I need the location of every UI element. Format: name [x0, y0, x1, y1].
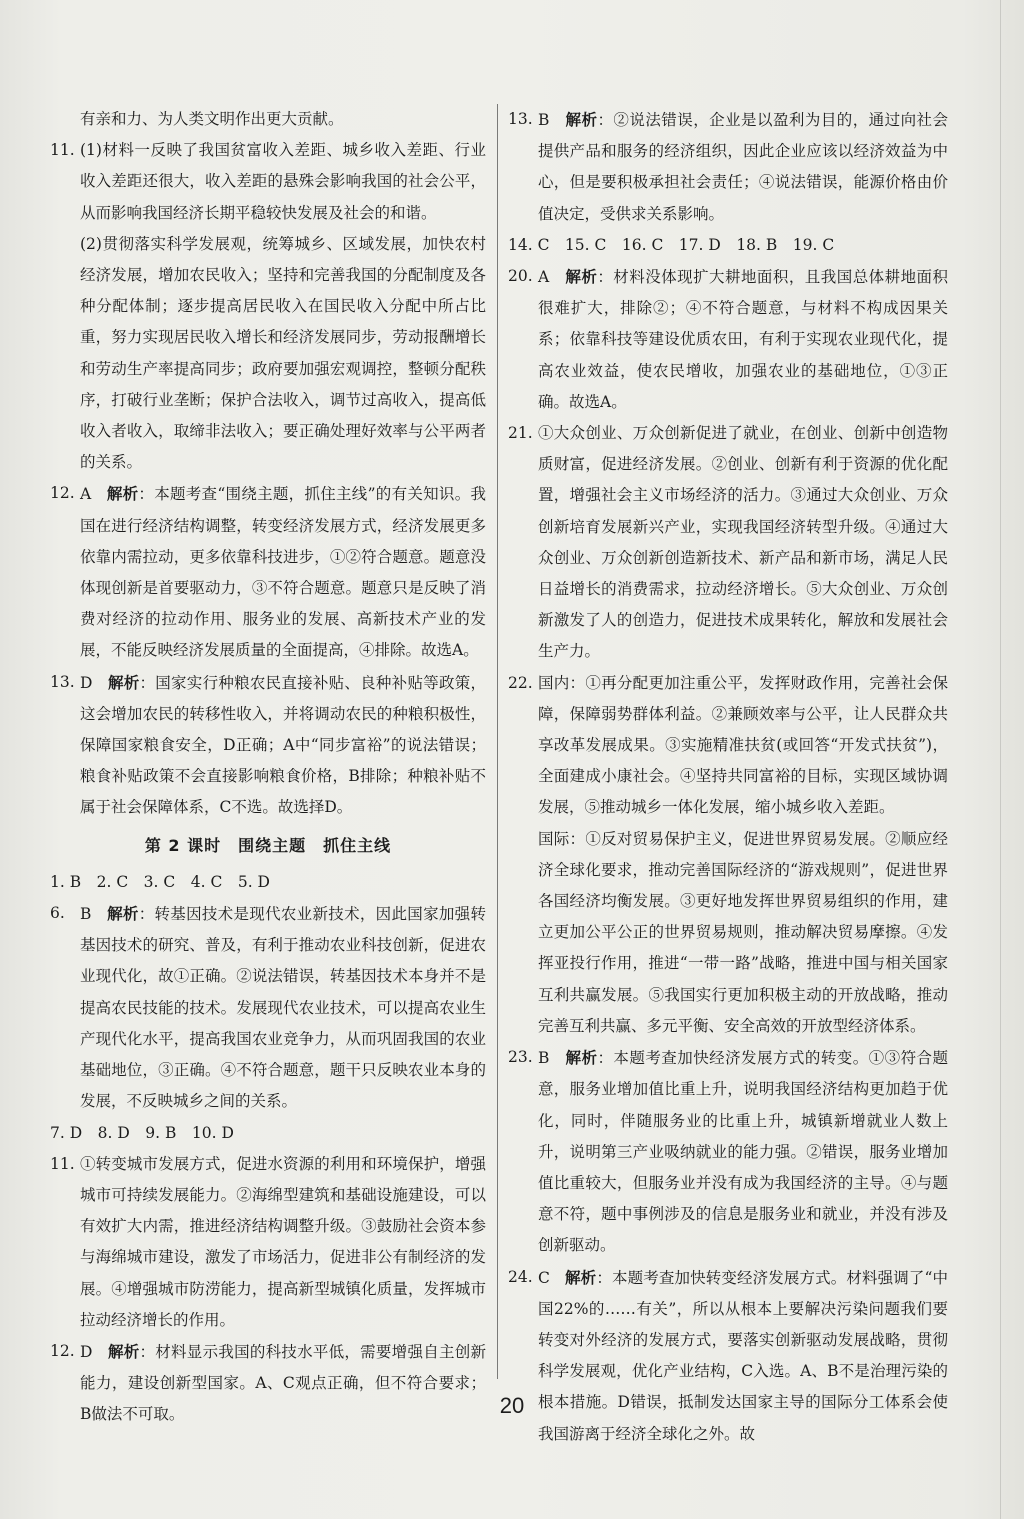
analysis-text: ：本题考查加快经济发展方式的转变。①③符合题意，服务业增加值比重上升，说明我国经济结构更加趋于优化，同时，伴随服务业的比重上升，城镇新增就业人数上升，说明第三产业吸纳就业的能力强。②错误，服务业增加值比重较大，但服务业并没有成为我国经济的主导。④与题意不符，题中事例涉及的信息是服务业和就业，并没有涉及创新驱动。 — [538, 1049, 948, 1255]
answer-20 — [508, 261, 948, 418]
answer-23 — [508, 1042, 948, 1261]
question-number: 11. — [50, 1154, 75, 1173]
answer-11-part1: (1)材料一反映了我国贫富收入差距、城乡收入差距、行业收入差距还很大，收入差距的悬殊会影响我国的社会公平，从而影响我国经济长期平稳较快发展及社会的和谐。 — [80, 141, 486, 222]
analysis-label: 解析 — [108, 1341, 140, 1361]
analysis-label: 解析 — [565, 267, 598, 287]
answer-choice: A — [80, 485, 92, 504]
analysis-text: ：②说法错误，企业是以盈利为目的，通过向社会提供产品和服务的经济组织，因此企业应该以经济效益为中心，但是要积极承担社会责任；④说法错误，能源价格由价值决定，受供求关系影响。 — [538, 111, 948, 223]
question-number: 6. — [50, 904, 65, 923]
answer-choice: B — [538, 111, 550, 129]
question-number: 21. — [508, 424, 533, 443]
analysis-label: 解析 — [107, 904, 139, 924]
answer-6 — [50, 898, 486, 1117]
question-number: 24. — [508, 1267, 533, 1286]
answer-21 — [508, 418, 948, 668]
answer-choice: C — [538, 1268, 550, 1287]
page-edge — [1000, 0, 1001, 1519]
analysis-text: ：本题考查加快转变经济发展方式。材料强调了“中国22%的……有关”，所以从根本上要解决污染问题我们要转变对外经济的发展方式，要落实创新驱动发展战略，贯彻科学发展观，优化产业结构，C入选。A、B不是治理污染的根本措施。D错误，抵制发达国家主导的国际分工体系会使我国游离于经济全球化之外。故 — [538, 1268, 949, 1443]
analysis-label: 解析 — [565, 110, 598, 129]
page-number: 20 — [499, 1393, 525, 1418]
answer-24 — [508, 1262, 948, 1450]
analysis-label: 解析 — [565, 1267, 597, 1287]
question-number: 23. — [508, 1048, 533, 1067]
question-number: 12. — [50, 1341, 75, 1360]
answer-choice: B — [538, 1049, 550, 1068]
answer-22 — [508, 668, 948, 1042]
answer-11b — [50, 1149, 486, 1336]
answer-11 — [50, 135, 486, 478]
answer-text: ①转变城市发展方式，促进水资源的利用和环境保护，增强城市可持续发展能力。②海绵型建筑和基础设施建设，可以有效扩大内需，推进经济结构调整升级。③鼓励社会资本参与海绵城市建设，激发了市场活力，促进非公有制经济的发展。④增强城市防涝能力，提高新型城镇化质量，发挥城市拉动经济增长的作用。 — [80, 1154, 486, 1329]
answer-22-international: 国际：①反对贸易保护主义，促进世界贸易发展。②顺应经济全球化要求，推动完善国际经济的“游戏规则”，促进世界各国经济均衡发展。③更好地发挥世界贸易组织的作用，建立更加公平公正的世界贸易规则，推动解决贸易摩擦。④发挥亚投行作用，推进“一带一路”战略，推进中国与相关国家互利共赢发展。⑤我国实行更加积极主动的开放战略，推动完善互利共赢、多元平衡、安全高效的开放型经济体系。 — [538, 829, 948, 1035]
analysis-text: ：本题考查“围绕主题，抓住主线”的有关知识。我国在进行经济结构调整，转变经济发展方式，经济发展更多依靠内需拉动，更多依靠科技进步，①②符合题意。题意没体现创新是首要驱动力，③不符合题意。题意只是反映了消费对经济的拉动作用、服务业的发展、高新技术产业的发展，不能反映经济发展质量的全面提高，④排除。故选A。 — [80, 485, 486, 660]
answer-13 — [50, 667, 486, 824]
analysis-label: 解析 — [106, 484, 139, 504]
answer-text: ①大众创业、万众创新促进了就业，在创业、创新中创造物质财富，促进经济发展。②创业、创新有利于资源的优化配置，增强社会主义市场经济的活力。③通过大众创业、万众创新培育发展新兴产业，实现我国经济转型升级。④通过大众创业、万众创新创造新技术、新产品和新市场，满足人民日益增长的消费需求，拉动经济增长。⑤大众创业、万众创新激发了人的创造力，促进技术成果转化，解放和发展社会生产力。 — [538, 424, 948, 661]
analysis-text: ：转基因技术是现代农业新技术，因此国家加强转基因技术的研究、普及，有利于推动农业科技创新，促进农业现代化，故①正确。②说法错误，转基因技术本身并不是提高农民技能的技术。发展现代农业技术，可以提高农业生产现代化水平，提高我国农业竞争力，从而巩固我国的农业基础地位，③正确。④不符合题意，题干只反映农业本身的发展，不反映城乡之间的关系。 — [80, 905, 486, 1111]
analysis-text: ：材料没体现扩大耕地面积，且我国总体耕地面积很难扩大，排除②；④不符合题意，与材料不构成因果关系；依靠科技等建设优质农田，有利于实现农业现代化，提高农业效益，使农民增收，加强农业的基础地位，①③正确。故选A。 — [538, 268, 948, 411]
analysis-text: ：材料显示我国的科技水平低，需要增强自主创新能力，建设创新型国家。A、C观点正确，但不符合要求；B做法不可取。 — [80, 1342, 486, 1424]
answer-11-part2: (2)贯彻落实科学发展观，统筹城乡、区域发展，加快农村经济发展，增加农民收入；坚持和完善我国的分配制度及各种分配体制；逐步提高居民收入在国民收入分配中所占比重，努力实现居民收入增长和经济发展同步，劳动报酬增长和劳动生产率提高同步；政府要加强宏观调控，整顿分配秩序，打破行业垄断；保护合法收入，调节过高收入，提高低收入者收入，取缔非法收入；要正确处理好效率与公平两者的关系。 — [80, 234, 486, 472]
answers-7-10: 7. D 8. D 9. B 10. D — [50, 1123, 234, 1142]
question-number: 22. — [508, 673, 533, 692]
answers-1-5: 1. B 2. C 3. C 4. C 5. D — [50, 872, 270, 891]
answer-12 — [50, 478, 486, 666]
question-number: 13. — [508, 110, 533, 128]
answer-choice: A — [538, 268, 550, 287]
analysis-label: 解析 — [565, 1048, 598, 1068]
answer-choice: D — [80, 1342, 93, 1361]
answer-choice: B — [80, 905, 92, 924]
left-column — [50, 104, 486, 1431]
right-column — [508, 104, 948, 1450]
answer-22-domestic: 国内：①再分配更加注重公平，发挥财政作用，完善社会保障，保障弱势群体利益。②兼顾效率与公平，让人民群众共享改革发展成果。③实施精准扶贫(或回答“开发式扶贫”)，全面建成小康社会。④坚持共同富裕的目标，实现区域协调发展，⑤推动城乡一体化发展，缩小城乡收入差距。 — [538, 673, 948, 817]
answers-14-19: 14. C 15. C 16. C 17. D 18. B 19. C — [508, 235, 835, 254]
analysis-text: ：国家实行种粮农民直接补贴、良种补贴等政策，这会增加农民的转移性收入，并将调动农民的种粮积极性，保障国家粮食安全，D正确；A中“同步富裕”的说法错误；粮食补贴政策不会直接影响粮食价格，B排除；种粮补贴不属于社会保障体系，C不选。故选择D。 — [80, 673, 486, 817]
question-number: 13. — [50, 672, 75, 691]
answer-choice: D — [80, 673, 93, 692]
column-divider — [497, 104, 498, 1379]
question-number: 11. — [50, 141, 75, 160]
analysis-label: 解析 — [108, 672, 140, 692]
section-heading: 第 2 课时 围绕主题 抓住主线 — [144, 835, 392, 855]
continuation-text: 有亲和力、为人类文明作出更大贡献。 — [80, 110, 344, 128]
question-number: 20. — [508, 267, 533, 286]
answer-13r — [508, 104, 948, 230]
question-number: 12. — [50, 484, 75, 503]
